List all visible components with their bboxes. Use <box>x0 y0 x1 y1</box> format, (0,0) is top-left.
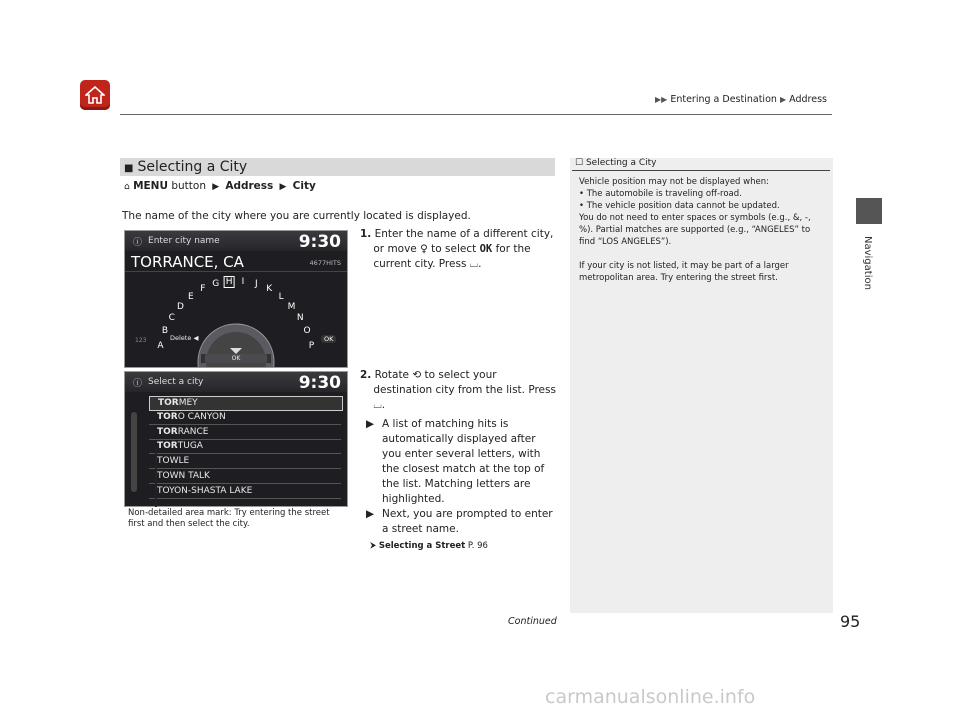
step-text: Enter the name of a different city, <box>374 228 554 240</box>
xref-icon: ⮞ <box>370 541 377 551</box>
rest-text: RANCE <box>177 426 209 437</box>
list-item[interactable] <box>149 470 341 484</box>
cross-reference[interactable] <box>360 539 560 554</box>
breadcrumb-item[interactable]: Address <box>789 94 827 105</box>
section-title-text: Selecting a City <box>137 159 248 175</box>
menu-path-menu: MENU <box>133 180 168 192</box>
section-title <box>124 158 247 178</box>
match-text: TOR <box>158 398 179 408</box>
step-text: . <box>381 399 386 411</box>
dial-letter[interactable]: J <box>254 279 258 290</box>
rest-text: TOWN TALK <box>157 471 210 481</box>
press-knob-icon: ⌴ <box>373 399 382 411</box>
bullet-text: A list of matching hits is automatically displayed after you enter several letters, with the closest match at the top of the list. Matching letters are highlighted. <box>382 418 545 505</box>
city-entry-screen <box>124 230 348 368</box>
match-text: TOR <box>157 441 178 452</box>
step-1 <box>360 227 560 272</box>
rest-text: MEY <box>178 398 198 408</box>
rotate-knob-icon: ⟲ <box>412 369 422 381</box>
info-icon: ⓘ <box>133 378 143 389</box>
dial-letter[interactable]: I <box>241 276 245 287</box>
home-button[interactable] <box>80 80 110 110</box>
ok-button[interactable]: OK <box>205 354 267 363</box>
delete-label: Delete <box>170 334 192 342</box>
sidebar-bullet: • The automobile is traveling off-road. <box>579 189 742 199</box>
chevron-right-icon: ▶ <box>779 95 787 104</box>
step-text: . <box>478 258 482 270</box>
dial-letter[interactable]: M <box>287 301 296 312</box>
press-knob-icon: ⌴ <box>469 258 479 270</box>
dial-letter[interactable]: P <box>308 340 315 351</box>
breadcrumb-item[interactable]: Entering a Destination <box>670 94 777 105</box>
list-item[interactable] <box>149 485 341 499</box>
chapter-tab-marker[interactable] <box>856 198 882 224</box>
step-text: to select your <box>424 369 497 381</box>
city-input[interactable]: TORRANCE, CA <box>131 253 244 271</box>
list-item[interactable] <box>149 455 341 469</box>
mode-key[interactable]: 123 <box>135 337 147 344</box>
bullet-text: Next, you are prompted to enter a street name. <box>382 508 553 535</box>
bullet-1 <box>360 417 560 507</box>
match-text: TOR <box>157 411 178 422</box>
dial-letter[interactable]: L <box>278 292 284 302</box>
breadcrumb <box>655 94 827 105</box>
menu-path <box>124 180 316 192</box>
sidebar-paragraph: If your city is not listed, it may be part of a larger metropolitan area. Try entering the street first. <box>579 261 789 283</box>
intro-text: The name of the city where you are currently located is displayed. <box>122 210 471 222</box>
step-text: or move <box>373 243 417 255</box>
list-item[interactable] <box>149 440 341 454</box>
sidebar-paragraph: You do not need to enter spaces or symbols (e.g., &, -, %). Partial matches are supported (e.g., “ANGELES” to find “LOS ANGELES”). <box>579 213 811 247</box>
sidebar-bullet-text: The automobile is traveling off-road. <box>586 189 742 199</box>
step-2 <box>360 368 560 554</box>
sidebar-divider <box>572 170 830 171</box>
rest-text: O CANYON <box>177 411 226 422</box>
rest-text: TUGA <box>177 441 203 452</box>
note-icon: ☐ <box>575 158 584 168</box>
sidebar-bullet-text: The vehicle position data cannot be updated. <box>586 201 780 211</box>
menu-path-address: Address <box>225 180 274 192</box>
list-item[interactable] <box>149 426 341 440</box>
dial-letter[interactable]: D <box>177 301 184 312</box>
callout-line <box>155 447 157 507</box>
scrollbar[interactable] <box>131 412 137 492</box>
ok-label: OK <box>479 243 493 255</box>
sidebar-body <box>579 176 827 284</box>
home-icon <box>85 86 105 104</box>
continued-label: Continued <box>508 616 557 627</box>
menu-path-button: button <box>171 180 206 192</box>
menu-path-city: City <box>292 180 316 192</box>
xref-page: P. 96 <box>467 541 488 551</box>
spacer <box>579 248 827 260</box>
step-text: for the <box>495 243 531 255</box>
step-text: current city. Press <box>373 258 467 270</box>
clock: 9:30 <box>298 232 341 252</box>
dial-letter[interactable]: C <box>168 313 175 324</box>
match-text: TOR <box>157 426 178 437</box>
list-item[interactable] <box>149 396 343 411</box>
backspace-icon: ◀ <box>193 334 199 342</box>
page-number: 95 <box>840 612 861 631</box>
dial-letter[interactable]: N <box>296 313 304 324</box>
letter-dial[interactable] <box>125 272 347 367</box>
arrow-bullet-icon: ▶ <box>366 508 375 520</box>
square-bullet-icon: ■ <box>124 163 134 174</box>
list-item[interactable] <box>149 411 341 425</box>
rest-text: TOYON-SHASTA LAKE <box>157 485 253 496</box>
dial-letter[interactable]: E <box>188 292 194 302</box>
chevron-right-icon: ▶ <box>276 182 290 192</box>
rest-text: TOWLE <box>157 456 190 467</box>
bullet-2 <box>360 507 560 537</box>
dial-letter[interactable]: G <box>212 279 220 290</box>
step-text: to select <box>431 243 477 255</box>
dial-letter[interactable]: B <box>161 326 169 337</box>
delete-key[interactable] <box>170 334 198 342</box>
clock: 9:30 <box>298 373 341 393</box>
dial-letter[interactable]: H <box>225 276 233 287</box>
chevron-right-icon: ▶▶ <box>655 95 668 104</box>
sidebar-heading-text: Selecting a City <box>585 158 657 168</box>
info-icon: ⓘ <box>133 237 143 248</box>
screen-caption: Non-detailed area mark: Try entering the street first and then select the city. <box>128 508 330 529</box>
header-divider <box>120 114 832 115</box>
ok-key[interactable]: OK <box>321 335 336 343</box>
xref-title: Selecting a Street <box>378 541 466 551</box>
step-text: destination city from the list. Press <box>373 384 556 396</box>
sidebar-paragraph: Vehicle position may not be displayed when: <box>579 177 769 187</box>
hit-count: 4677HITS <box>309 259 341 267</box>
dial-letter[interactable]: K <box>266 284 273 295</box>
sidebar-heading <box>575 158 657 168</box>
sidebar-bullet: • The vehicle position data cannot be updated. <box>579 201 780 211</box>
chapter-tab-label: Navigation <box>862 236 873 290</box>
city-list-screen <box>124 371 348 507</box>
dial-letter[interactable]: F <box>200 284 206 295</box>
dial-letter[interactable]: O <box>303 326 311 337</box>
step-number: 2. <box>360 369 372 381</box>
step-number: 1. <box>360 228 372 240</box>
screen-title: Select a city <box>148 377 204 387</box>
step-text: Rotate <box>374 369 410 381</box>
joystick-icon: ♀ <box>420 243 428 255</box>
home-small-icon: ⌂ <box>124 182 130 192</box>
arrow-bullet-icon: ▶ <box>366 418 375 430</box>
dial-letter[interactable]: A <box>157 340 164 351</box>
screen-title: Enter city name <box>148 236 220 246</box>
watermark: carmanualsonline.info <box>545 686 756 708</box>
chevron-right-icon: ▶ <box>209 182 222 192</box>
